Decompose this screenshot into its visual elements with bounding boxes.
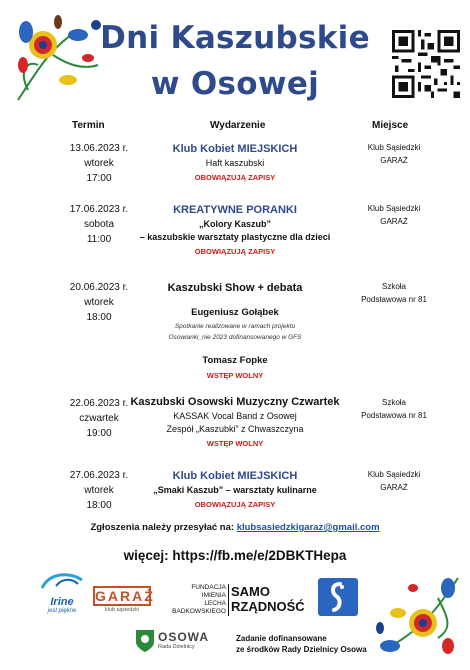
event-5-description [118,470,352,511]
event-time: 19:00 [86,428,112,439]
event-3-place [346,280,442,306]
page-title-line1: Dni Kaszubskie [100,20,370,56]
fundacja-line4: BADKOWSKIEGO [172,608,226,615]
event-day: wtorek [84,158,114,169]
event-date: 17.06.2023 r. [69,204,129,215]
event-project-note: Spotkanie realizowane w ramach projektu [174,323,296,330]
samorzadnosc-logo [231,584,305,614]
irine-name: Irine [50,596,74,608]
garaz-subtitle: klub sąsiedzki [104,607,140,613]
seahorse-logo-icon [318,578,358,616]
event-title: Klub Kobiet MIEJSKICH [172,470,298,482]
fundacja-line1: FUNDACJA [191,584,226,591]
event-day: wtorek [84,485,114,496]
signup-text: Zgłoszenia należy przesyłać na: [90,522,235,533]
event-title: KREATYWNE PORANKI [173,204,297,216]
osowa-subtitle: Rada Dzielnicy [158,644,195,650]
event-1-place [346,141,442,167]
event-speaker: Eugeniusz Gołąbek [191,307,279,318]
garaz-logo [93,586,155,614]
event-5-place [346,468,442,494]
place-line1: Klub Sąsiedzki [367,470,421,479]
event-2-description [118,204,352,258]
event-day: wtorek [84,297,114,308]
event-2-place [346,202,442,228]
place-line1: Klub Sąsiedzki [367,204,421,213]
event-time: 18:00 [86,312,112,323]
place-line2: Podstawowa nr 81 [361,411,427,420]
fundacja-logo [170,584,226,616]
event-day: czwartek [79,413,119,424]
event-line: Haft kaszubski [205,158,265,168]
fundacja-line3: LECHA [204,600,226,607]
place-line1: Szkoła [381,282,406,291]
event-line: – kaszubskie warsztaty plastyczne dla dzieci [139,232,331,242]
header-place: Miejsce [372,120,409,131]
samo-line1: SAMO [231,584,270,599]
place-line1: Szkoła [381,398,406,407]
event-note: WSTĘP WOLNY [206,371,264,380]
fundacja-line2: IMIENIA [201,592,226,599]
event-1-description [118,143,352,184]
event-title: Kaszubski Osowski Muzyczny Czwartek [130,396,340,408]
signup-email-link[interactable]: klubsasiedzkigaraz@gmail.com [236,522,380,533]
qr-code[interactable] [392,30,460,98]
event-speaker: Tomasz Fopke [202,355,268,366]
page-title-line2: w Osowej [150,66,320,102]
osowa-logo [158,630,209,650]
place-line2: GARAŻ [380,483,408,492]
event-day: sobota [83,219,115,230]
event-date: 20.06.2023 r. [69,282,129,293]
header-term: Termin [72,120,105,131]
place-line1: Klub Sąsiedzki [367,143,421,152]
event-note: WSTĘP WOLNY [206,439,264,448]
event-3-description [118,282,352,382]
event-time: 17:00 [86,173,112,184]
event-title: Kaszubski Show + debata [167,282,303,294]
event-title: Klub Kobiet MIEJSKICH [172,143,298,155]
garaz-name: GARAŻ [95,588,155,604]
irine-logo [36,570,88,614]
osowa-name: OSOWA [158,630,210,644]
irine-subtitle: jest piękne [47,608,77,614]
event-note: OBOWIĄZUJĄ ZAPISY [194,247,276,256]
more-info-link[interactable]: więcej: https://fb.me/e/2DBKTHepa [123,548,347,563]
event-note: OBOWIĄZUJĄ ZAPISY [194,500,276,509]
event-time: 18:00 [86,500,112,511]
event-note: OBOWIĄZUJĄ ZAPISY [194,173,276,182]
place-line2: Podstawowa nr 81 [361,295,427,304]
kashubian-ornament-bottom-right [368,568,464,664]
event-date: 22.06.2023 r. [69,398,129,409]
funding-line2: ze środków Rady Dzielnicy Osowa [236,645,367,654]
header-event: Wydarzenie [210,120,266,131]
funding-line1: Zadanie dofinansowane [236,634,327,643]
event-line: „Smaki Kaszub” – warsztaty kulinarne [153,485,317,495]
fundacja-divider [228,584,229,616]
event-4-place [346,396,442,422]
samo-line2: RZĄDNOŚĆ [231,599,305,614]
signup-line [0,522,470,533]
place-line2: GARAŻ [380,156,408,165]
event-line: „Kolory Kaszub” [198,219,271,229]
event-time: 11:00 [86,234,112,245]
event-date: 13.06.2023 r. [69,143,129,154]
event-line: KASSAK Vocal Band z Osowej [173,411,297,421]
funding-note [236,633,367,655]
event-project-note: Osowianki_nie 2023 dofinansowanego w GFS [168,334,302,341]
place-line2: GARAŻ [380,217,408,226]
event-line: Zespół „Kaszubki” z Chwaszczyna [166,424,304,434]
osowa-emblem-icon [134,628,156,654]
event-date: 27.06.2023 r. [69,470,129,481]
event-4-description [118,396,352,450]
irine-swirl-icon [36,570,88,592]
